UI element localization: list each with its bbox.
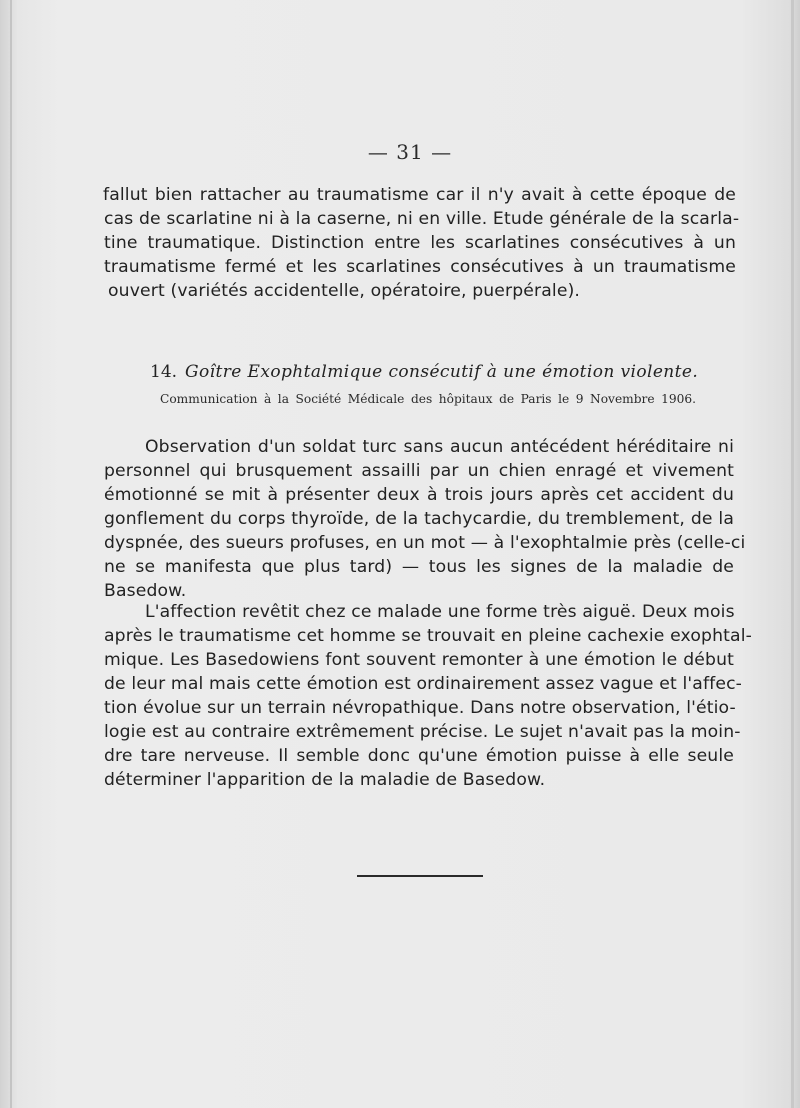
section-number: 14. [150,362,178,382]
paragraph-1-line: tine traumatique. Distinction entre les scarlatines consécutives à un [104,233,736,253]
paragraph-2-line: émotionné se mit à présenter deux à trois jours après cet accident du [104,485,734,505]
paragraph-3-line: déterminer l'apparition de la maladie de Basedow. [104,770,546,790]
paragraph-2-line: Basedow. [104,581,187,601]
paragraph-3-line: de leur mal mais cette émotion est ordinairement assez vague et l'affec- [104,674,743,694]
paragraph-2-line: dyspnée, des sueurs profuses, en un mot — à l'exophtalmie près (celle-ci [104,533,746,553]
paragraph-3-line: mique. Les Basedowiens font souvent remonter à une émotion le début [104,650,734,670]
paragraph-3-line: logie est au contraire extrêmement précise. Le sujet n'avait pas la moin- [104,722,741,742]
page-number: — 31 — [367,140,453,164]
page-left-edge [10,0,12,1108]
paragraph-1-line: traumatisme fermé et les scarlatines consécutives à un traumatisme [104,257,736,277]
paragraph-1-line: ouvert (variétés accidentelle, opératoire, puerpérale). [108,281,581,301]
section-divider [357,875,483,877]
paragraph-2-line: gonflement du corps thyroïde, de la tachycardie, du tremblement, de la [104,509,734,529]
paragraph-2-line: Observation d'un soldat turc sans aucun antécédent héréditaire ni [145,437,734,457]
page-right-edge [791,0,794,1108]
section-title: Goître Exophtalmique consécutif à une émotion violente. [185,362,699,382]
paragraph-3-line: dre tare nerveuse. Il semble donc qu'une émotion puisse à elle seule [104,746,734,766]
paragraph-3-line: après le traumatisme cet homme se trouvait en pleine cachexie exophtal- [104,626,752,646]
paragraph-1-line: fallut bien rattacher au traumatisme car il n'y avait à cette époque de [103,185,736,205]
paragraph-2-line: personnel qui brusquement assailli par un chien enragé et vivement [104,461,734,481]
section-subtitle: Communication à la Société Médicale des hôpitaux de Paris le 9 Novembre 1906. [160,392,696,406]
paragraph-2-line: ne se manifesta que plus tard) — tous les signes de la maladie de [104,557,734,577]
paragraph-1-line: cas de scarlatine ni à la caserne, ni en ville. Etude générale de la scarla- [104,209,740,229]
paragraph-3-line: L'affection revêtit chez ce malade une forme très aiguë. Deux mois [145,602,735,622]
section-heading [150,360,699,384]
paragraph-3-line: tion évolue sur un terrain névropathique. Dans notre observation, l'étio- [104,698,736,718]
